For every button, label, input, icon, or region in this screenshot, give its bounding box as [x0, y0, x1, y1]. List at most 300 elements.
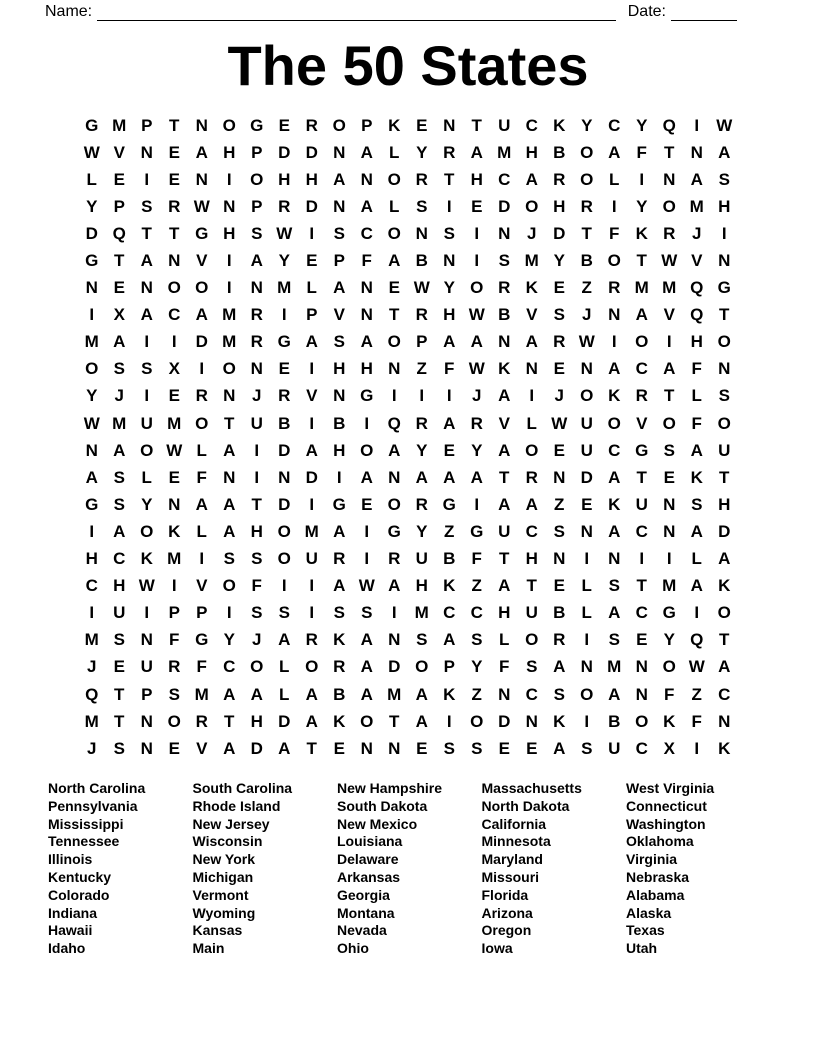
grid-letter-r18c21: T: [636, 576, 647, 596]
grid-letter-r21c11: A: [360, 657, 373, 677]
grid-letter-r15c6: A: [223, 494, 236, 514]
grid-letter-r13c12: A: [388, 440, 401, 460]
grid-letter-r5c21: K: [635, 223, 648, 243]
grid-letter-r3c22: N: [663, 169, 676, 189]
grid-letter-r7c19: Z: [581, 278, 592, 298]
grid-letter-r23c18: K: [553, 711, 566, 731]
grid-letter-r18c13: H: [415, 576, 428, 596]
grid-letter-r11c2: J: [114, 386, 124, 406]
grid-letter-r24c5: V: [196, 738, 208, 758]
word-list-item: Hawaii: [48, 922, 93, 939]
grid-letter-r15c23: S: [691, 494, 703, 514]
grid-letter-r19c18: B: [553, 603, 566, 623]
grid-letter-r18c9: I: [309, 576, 315, 596]
grid-letter-r13c20: C: [608, 440, 621, 460]
grid-letter-r1c4: T: [169, 115, 180, 135]
grid-letter-r14c20: A: [608, 467, 621, 487]
word-list-item: Mississippi: [48, 815, 124, 832]
grid-letter-r3c18: R: [553, 169, 566, 189]
grid-letter-r5c19: T: [581, 223, 592, 243]
grid-letter-r11c9: V: [306, 386, 318, 406]
grid-letter-r7c10: A: [333, 278, 346, 298]
word-list-item: South Dakota: [337, 797, 428, 814]
word-list-column: [337, 780, 482, 958]
grid-letter-r16c14: Z: [444, 521, 455, 541]
grid-letter-r9c11: A: [360, 332, 373, 352]
grid-letter-r24c17: E: [526, 738, 538, 758]
grid-letter-r4c21: Y: [636, 196, 648, 216]
grid-letter-r6c6: I: [226, 251, 232, 271]
grid-letter-r11c13: I: [419, 386, 425, 406]
grid-letter-r16c20: A: [608, 521, 621, 541]
grid-letter-r21c1: J: [87, 657, 97, 677]
grid-letter-r17c17: H: [525, 549, 538, 569]
grid-letter-r18c20: S: [608, 576, 620, 596]
word-list-item: Ohio: [337, 940, 369, 957]
grid-letter-r14c2: S: [113, 467, 125, 487]
grid-letter-r15c18: Z: [554, 494, 565, 514]
grid-letter-r21c20: M: [607, 657, 622, 677]
word-list-item: Missouri: [481, 868, 540, 885]
grid-letter-r17c23: L: [691, 549, 702, 569]
grid-letter-r16c3: O: [140, 521, 154, 541]
grid-letter-r14c23: K: [690, 467, 703, 487]
grid-letter-r18c4: I: [171, 576, 177, 596]
grid-letter-r22c19: O: [580, 684, 594, 704]
grid-letter-r10c19: N: [580, 359, 593, 379]
grid-letter-r4c2: P: [113, 196, 125, 216]
grid-letter-r18c1: C: [85, 576, 98, 596]
word-list-item: Alaska: [626, 904, 672, 921]
grid-letter-r3c15: H: [470, 169, 483, 189]
grid-letter-r20c24: T: [719, 630, 730, 650]
grid-letter-r16c18: S: [553, 521, 565, 541]
grid-letter-r22c2: T: [114, 684, 125, 704]
word-list-item: Utah: [626, 940, 658, 957]
grid-letter-r6c20: O: [607, 251, 621, 271]
grid-letter-r19c23: I: [694, 603, 700, 623]
grid-letter-r6c13: B: [415, 251, 428, 271]
grid-letter-r23c1: M: [84, 711, 99, 731]
word-list-item: Oklahoma: [626, 833, 694, 850]
grid-letter-r12c24: O: [717, 413, 731, 433]
grid-letter-r22c12: M: [387, 684, 402, 704]
grid-letter-r22c24: C: [718, 684, 731, 704]
grid-letter-r10c20: A: [608, 359, 621, 379]
grid-letter-r23c22: K: [663, 711, 676, 731]
grid-letter-r24c15: S: [471, 738, 483, 758]
grid-letter-r11c14: I: [446, 386, 452, 406]
grid-letter-r4c9: D: [305, 196, 318, 216]
grid-letter-r20c6: Y: [223, 630, 235, 650]
grid-letter-r11c17: I: [529, 386, 535, 406]
word-list-item: Alabama: [626, 886, 685, 903]
grid-letter-r16c17: C: [525, 521, 538, 541]
grid-letter-r22c17: C: [525, 684, 538, 704]
grid-letter-r23c15: O: [470, 711, 484, 731]
grid-letter-r4c20: I: [611, 196, 617, 216]
grid-letter-r8c14: H: [443, 305, 456, 325]
grid-letter-r15c14: G: [442, 494, 456, 514]
grid-letter-r4c11: A: [360, 196, 373, 216]
grid-letter-r9c7: R: [250, 332, 263, 352]
grid-letter-r10c5: I: [199, 359, 205, 379]
grid-letter-r21c8: L: [279, 657, 290, 677]
name-label: Name:: [45, 3, 93, 20]
grid-letter-r24c18: A: [553, 738, 566, 758]
grid-letter-r15c5: A: [195, 494, 208, 514]
grid-letter-r5c3: T: [141, 223, 152, 243]
grid-letter-r13c22: S: [663, 440, 675, 460]
grid-letter-r24c9: T: [306, 738, 317, 758]
grid-letter-r8c17: V: [526, 305, 538, 325]
grid-letter-r24c19: S: [581, 738, 593, 758]
grid-letter-r24c8: A: [278, 738, 291, 758]
grid-letter-r22c7: A: [250, 684, 263, 704]
grid-letter-r6c15: I: [474, 251, 480, 271]
grid-letter-r17c22: I: [666, 549, 672, 569]
grid-letter-r15c10: G: [332, 494, 346, 514]
grid-letter-r20c1: M: [84, 630, 99, 650]
grid-letter-r11c5: R: [195, 386, 208, 406]
grid-letter-r21c12: D: [388, 657, 401, 677]
grid-letter-r6c16: S: [498, 251, 510, 271]
grid-letter-r10c11: H: [360, 359, 373, 379]
word-list-item: Arkansas: [337, 868, 401, 885]
grid-letter-r1c18: K: [553, 115, 566, 135]
grid-letter-r10c16: K: [498, 359, 511, 379]
grid-letter-r12c7: U: [250, 413, 263, 433]
grid-letter-r17c18: N: [553, 549, 566, 569]
grid-letter-r15c2: S: [113, 494, 125, 514]
grid-letter-r13c17: O: [525, 440, 539, 460]
grid-letter-r11c15: J: [472, 386, 482, 406]
date-label: Date:: [627, 3, 666, 20]
word-list-item: Florida: [481, 886, 529, 903]
word-list-column: [626, 780, 771, 958]
grid-letter-r1c14: N: [443, 115, 456, 135]
grid-letter-r18c3: W: [138, 576, 155, 596]
grid-letter-r20c20: S: [608, 630, 620, 650]
grid-letter-r10c8: E: [278, 359, 290, 379]
grid-letter-r22c11: A: [360, 684, 373, 704]
grid-letter-r7c21: M: [634, 278, 649, 298]
grid-letter-r18c5: V: [196, 576, 208, 596]
word-list-item: Illinois: [48, 851, 93, 868]
grid-letter-r20c9: R: [305, 630, 318, 650]
grid-letter-r2c14: R: [443, 142, 456, 162]
grid-letter-r3c11: N: [360, 169, 373, 189]
grid-letter-r3c23: A: [690, 169, 703, 189]
grid-letter-r7c4: O: [167, 278, 181, 298]
grid-letter-r14c10: I: [336, 467, 342, 487]
grid-letter-r10c2: S: [113, 359, 125, 379]
grid-letter-r10c21: C: [635, 359, 648, 379]
grid-letter-r5c4: T: [169, 223, 180, 243]
grid-letter-r8c9: P: [306, 305, 318, 325]
grid-letter-r5c17: J: [527, 223, 537, 243]
grid-letter-r12c10: B: [333, 413, 346, 433]
word-list-item: Connecticut: [626, 797, 707, 814]
grid-letter-r23c14: I: [446, 711, 452, 731]
grid-letter-r5c14: S: [443, 223, 455, 243]
grid-letter-r21c5: F: [196, 657, 207, 677]
grid-letter-r20c21: E: [636, 630, 648, 650]
grid-letter-r12c1: W: [83, 413, 100, 433]
grid-letter-r3c2: E: [113, 169, 125, 189]
grid-letter-r18c16: A: [498, 576, 511, 596]
grid-letter-r10c3: S: [141, 359, 153, 379]
word-list-item: Wisconsin: [192, 833, 263, 850]
grid-letter-r20c22: Y: [663, 630, 675, 650]
grid-letter-r9c16: N: [498, 332, 511, 352]
grid-letter-r7c13: W: [413, 278, 430, 298]
grid-letter-r2c21: F: [636, 142, 647, 162]
grid-letter-r6c23: V: [691, 251, 703, 271]
grid-letter-r19c13: M: [414, 603, 429, 623]
grid-letter-r24c14: S: [443, 738, 455, 758]
grid-letter-r15c22: N: [663, 494, 676, 514]
grid-letter-r16c21: C: [635, 521, 648, 541]
grid-letter-r23c11: O: [360, 711, 374, 731]
grid-letter-r5c5: G: [195, 223, 209, 243]
grid-letter-r23c5: R: [195, 711, 208, 731]
grid-letter-r7c7: N: [250, 278, 263, 298]
grid-letter-r8c3: A: [140, 305, 153, 325]
grid-letter-r7c5: O: [195, 278, 209, 298]
grid-letter-r2c7: P: [251, 142, 263, 162]
grid-letter-r17c7: S: [251, 549, 263, 569]
grid-letter-r17c16: T: [499, 549, 510, 569]
grid-letter-r12c17: L: [526, 413, 537, 433]
grid-letter-r10c22: A: [663, 359, 676, 379]
grid-letter-r23c12: T: [389, 711, 400, 731]
grid-letter-r5c11: C: [360, 223, 373, 243]
grid-letter-r16c15: G: [470, 521, 484, 541]
grid-letter-r14c6: N: [223, 467, 236, 487]
grid-letter-r14c3: L: [141, 467, 152, 487]
grid-letter-r20c15: S: [471, 630, 483, 650]
word-list-item: Wyoming: [192, 904, 256, 921]
grid-letter-r10c24: N: [718, 359, 731, 379]
grid-letter-r1c13: E: [416, 115, 428, 135]
grid-letter-r22c14: K: [443, 684, 456, 704]
word-list-item: South Carolina: [192, 780, 293, 796]
grid-letter-r4c8: R: [278, 196, 291, 216]
word-list-item: Vermont: [192, 886, 249, 903]
word-list-item: New York: [192, 851, 256, 868]
grid-letter-r1c17: C: [525, 115, 538, 135]
grid-letter-r13c6: A: [223, 440, 236, 460]
grid-letter-r3c5: N: [195, 169, 208, 189]
grid-letter-r9c20: I: [611, 332, 617, 352]
grid-letter-r23c9: A: [305, 711, 318, 731]
grid-letter-r2c23: N: [690, 142, 703, 162]
grid-letter-r13c11: O: [360, 440, 374, 460]
grid-letter-r8c13: R: [415, 305, 428, 325]
grid-letter-r15c19: E: [581, 494, 593, 514]
grid-letter-r20c17: O: [525, 630, 539, 650]
grid-letter-r17c3: K: [140, 549, 153, 569]
grid-letter-r3c14: T: [444, 169, 455, 189]
word-list-item: Arizona: [481, 904, 533, 921]
grid-letter-r13c13: Y: [416, 440, 428, 460]
grid-letter-r12c13: R: [415, 413, 428, 433]
grid-letter-r3c17: A: [525, 169, 538, 189]
grid-letter-r14c16: T: [499, 467, 510, 487]
grid-letter-r9c19: W: [578, 332, 595, 352]
grid-letter-r9c10: S: [333, 332, 345, 352]
grid-letter-r9c3: I: [144, 332, 150, 352]
grid-letter-r12c9: I: [309, 413, 315, 433]
grid-letter-r5c20: F: [609, 223, 620, 243]
grid-letter-r1c21: Y: [636, 115, 648, 135]
grid-letter-r11c24: S: [718, 386, 730, 406]
grid-letter-r15c21: U: [635, 494, 648, 514]
word-list-item: Virginia: [626, 851, 678, 868]
grid-letter-r13c18: E: [553, 440, 565, 460]
grid-letter-r11c4: E: [168, 386, 180, 406]
grid-letter-r11c16: A: [498, 386, 511, 406]
grid-letter-r9c12: O: [387, 332, 401, 352]
grid-letter-r21c10: R: [333, 657, 346, 677]
grid-letter-r2c8: D: [278, 142, 291, 162]
grid-letter-r11c23: L: [691, 386, 702, 406]
word-list-column: [193, 780, 338, 958]
grid-letter-r20c12: N: [388, 630, 401, 650]
grid-letter-r1c22: Q: [662, 115, 676, 135]
grid-letter-r13c3: O: [140, 440, 154, 460]
grid-letter-r11c18: J: [554, 386, 564, 406]
grid-letter-r22c21: N: [635, 684, 648, 704]
grid-letter-r13c21: G: [635, 440, 649, 460]
grid-letter-r12c19: U: [580, 413, 593, 433]
grid-letter-r19c2: U: [113, 603, 126, 623]
grid-letter-r12c4: M: [167, 413, 182, 433]
grid-letter-r19c21: C: [635, 603, 648, 623]
grid-letter-r4c5: W: [193, 196, 210, 216]
word-list-item: Tennessee: [48, 833, 120, 850]
grid-letter-r14c4: E: [168, 467, 180, 487]
grid-letter-r13c16: A: [498, 440, 511, 460]
grid-letter-r1c15: T: [471, 115, 482, 135]
grid-letter-r6c12: A: [388, 251, 401, 271]
grid-letter-r7c14: Y: [443, 278, 455, 298]
grid-letter-r10c23: F: [691, 359, 702, 379]
grid-letter-r3c3: I: [144, 169, 150, 189]
grid-letter-r17c4: M: [167, 549, 182, 569]
grid-letter-r20c2: S: [113, 630, 125, 650]
grid-letter-r21c3: U: [140, 657, 153, 677]
grid-letter-r11c22: T: [664, 386, 675, 406]
grid-letter-r18c6: O: [222, 576, 236, 596]
grid-letter-r10c18: E: [553, 359, 565, 379]
name-blank-line: [97, 4, 616, 21]
grid-letter-r3c9: H: [305, 169, 318, 189]
grid-letter-r23c19: I: [584, 711, 590, 731]
grid-letter-r17c11: I: [364, 549, 370, 569]
grid-letter-r13c5: L: [196, 440, 207, 460]
grid-letter-r3c13: R: [415, 169, 428, 189]
word-list-column: [48, 780, 193, 958]
grid-letter-r24c6: A: [223, 738, 236, 758]
grid-letter-r6c3: A: [140, 251, 153, 271]
grid-letter-r19c8: S: [278, 603, 290, 623]
grid-letter-r5c22: R: [663, 223, 676, 243]
grid-letter-r12c15: R: [470, 413, 483, 433]
grid-letter-r3c10: A: [333, 169, 346, 189]
grid-letter-r3c24: S: [718, 169, 730, 189]
grid-letter-r9c14: A: [443, 332, 456, 352]
grid-letter-r18c19: L: [581, 576, 592, 596]
grid-letter-r4c14: I: [446, 196, 452, 216]
grid-letter-r16c11: I: [364, 521, 370, 541]
grid-letter-r19c1: I: [89, 603, 95, 623]
grid-letter-r14c12: N: [388, 467, 401, 487]
word-list-item: Rhode Island: [192, 797, 281, 814]
grid-letter-r4c17: O: [525, 196, 539, 216]
grid-letter-r23c4: O: [167, 711, 181, 731]
word-list-item: Kentucky: [48, 868, 112, 885]
grid-letter-r13c19: U: [580, 440, 593, 460]
grid-letter-r12c23: F: [691, 413, 702, 433]
grid-letter-r21c24: A: [718, 657, 731, 677]
grid-letter-r13c14: E: [443, 440, 455, 460]
grid-letter-r4c1: Y: [86, 196, 98, 216]
grid-letter-r22c18: S: [553, 684, 565, 704]
grid-letter-r20c16: L: [499, 630, 510, 650]
grid-letter-r2c20: A: [608, 142, 621, 162]
grid-letter-r1c9: R: [305, 115, 318, 135]
grid-letter-r3c20: L: [609, 169, 620, 189]
grid-letter-r17c2: C: [113, 549, 126, 569]
grid-letter-r14c1: A: [85, 467, 98, 487]
grid-letter-r12c5: O: [195, 413, 209, 433]
grid-letter-r20c23: Q: [690, 630, 704, 650]
grid-letter-r16c1: I: [89, 521, 95, 541]
grid-letter-r15c13: R: [415, 494, 428, 514]
grid-letter-r22c10: B: [333, 684, 346, 704]
word-list-item: North Dakota: [481, 797, 570, 814]
grid-letter-r24c4: E: [168, 738, 180, 758]
grid-letter-r18c14: K: [443, 576, 456, 596]
grid-letter-r15c17: A: [525, 494, 538, 514]
grid-letter-r23c17: N: [525, 711, 538, 731]
grid-letter-r6c11: F: [361, 251, 372, 271]
grid-letter-r7c9: L: [306, 278, 317, 298]
word-list-item: West Virginia: [626, 780, 715, 796]
grid-letter-r10c1: O: [85, 359, 99, 379]
grid-letter-r12c2: M: [112, 413, 127, 433]
grid-letter-r7c22: M: [662, 278, 677, 298]
word-list-item: Washington: [626, 815, 706, 832]
grid-letter-r6c22: W: [661, 251, 678, 271]
grid-letter-r9c23: H: [690, 332, 703, 352]
grid-letter-r22c13: A: [415, 684, 428, 704]
grid-letter-r8c24: T: [719, 305, 730, 325]
grid-letter-r7c2: E: [113, 278, 125, 298]
grid-letter-r21c16: F: [499, 657, 510, 677]
grid-letter-r13c9: A: [305, 440, 318, 460]
grid-letter-r21c6: C: [223, 657, 236, 677]
grid-letter-r11c19: O: [580, 386, 594, 406]
grid-letter-r18c12: A: [388, 576, 401, 596]
grid-letter-r2c9: D: [305, 142, 318, 162]
grid-letter-r16c7: H: [250, 521, 263, 541]
grid-letter-r12c16: V: [498, 413, 510, 433]
grid-letter-r22c8: L: [279, 684, 290, 704]
grid-letter-r17c20: N: [608, 549, 621, 569]
